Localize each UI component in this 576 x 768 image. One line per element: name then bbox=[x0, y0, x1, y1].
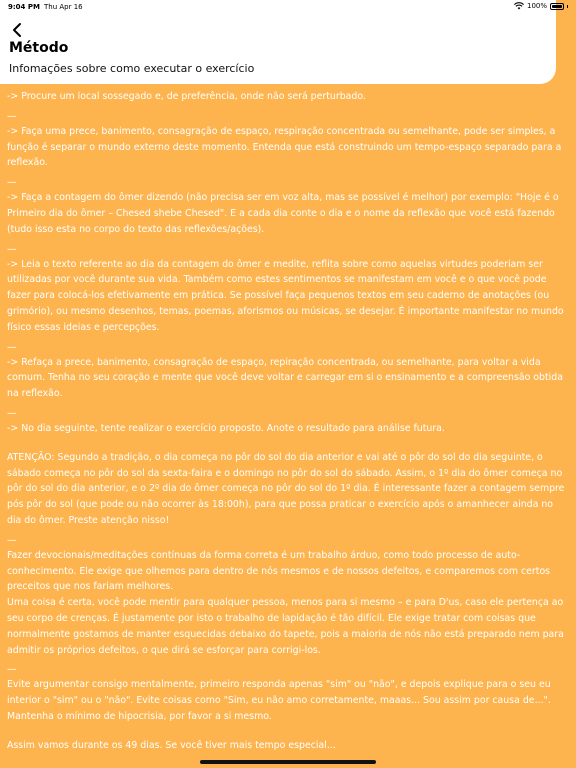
method-paragraph: Assim vamos durante os 49 dias. Se você tiver mais tempo especial... bbox=[7, 739, 336, 751]
status-bar bbox=[0, 0, 576, 14]
battery-tip bbox=[567, 5, 568, 8]
method-paragraph: Fazer devocionais/meditações contínuas da forma correta é um trabalho árduo, como todo processo de auto-conhecimento. Ele exige que olhemos para dentro de nós mesmos e de nossos defeitos, e comparemos com certos preceitos que nos fariam melhores. bbox=[7, 549, 551, 593]
method-paragraph: -> Leia o texto referente ao dia da contagem do ômer e medite, reflita sobre como aquelas virtudes poderiam ser utilizadas por você durante sua vida. Também como estes sentimentos se manifestam em você e o que você pode fazer para colocá-los efetivamente em prática. Se possível faça pequenos textos em seu caderno de anotações (ou grimório), ou mesmo desenhos, temas, poemas, aforismos ou músicas, se desejar. É importante manifestar no mundo físico essas ideias e percepções. bbox=[7, 258, 564, 333]
status-date: Thu Apr 16 bbox=[44, 3, 83, 11]
home-indicator[interactable] bbox=[200, 760, 376, 764]
method-paragraph: -> No dia seguinte, tente realizar o exercício proposto. Anote o resultado para análise futura. bbox=[7, 422, 445, 434]
method-paragraph: Evite argumentar consigo mentalmente, primeiro responda apenas "sim" ou "não", e depois explique para o seu eu interior o "sim" ou o "não". Evite coisas como "Sim, eu não amo corretamente, maaas... Sou assim por causa de...". Mantenha o mínimo de hipocrisia, por favor a si mesmo. bbox=[7, 679, 551, 722]
method-paragraph: Uma coisa é certa, você pode mentir para qualquer pessoa, menos para si mesmo – e para D'us, caso ele pertença ao seu corpo de crenças. É justamente por isto o trabalho de lapidação é tão difícil. Ele exige tratar com coisas que normalmente gostamos de manter esquecidas debaixo do tapete, pois a maioria de nós não está preparado nem para admitir os próprios defeitos, o que dirá se esforçar para corrigi-los. bbox=[7, 597, 564, 656]
paragraph-gap bbox=[7, 725, 570, 738]
method-paragraph: -> Faça uma prece, banimento, consagração de espaço, respiração concentrada ou semelhante, pode ser simples, a função é separar o mundo externo deste momento. Entenda que está construindo um tempo-espaço separado para a reflexão. bbox=[7, 125, 562, 169]
method-text-container bbox=[0, 86, 576, 754]
separator bbox=[7, 176, 570, 190]
status-right bbox=[514, 2, 568, 10]
chevron-left-icon bbox=[8, 20, 28, 40]
separator bbox=[7, 110, 570, 124]
battery-icon bbox=[550, 3, 564, 10]
separator bbox=[7, 407, 570, 421]
separator bbox=[7, 663, 570, 677]
paragraph-gap bbox=[7, 437, 570, 450]
page-title: Método bbox=[9, 40, 69, 56]
separator bbox=[7, 341, 570, 355]
method-content[interactable] bbox=[0, 86, 576, 768]
wifi-icon bbox=[514, 2, 524, 10]
method-paragraph: -> Refaça a prece, banimento, consagração de espaço, repiração concentrada, ou semelhante, para voltar a vida comum. Tenha no seu coração e mente que você deve voltar e carregar em si o ensinamento e a compreensão obtida na reflexão. bbox=[7, 356, 563, 400]
method-paragraph: -> Procure um local sossegado e, de preferência, onde não será perturbado. bbox=[7, 91, 366, 102]
attention-paragraph: ATENÇÃO: Segundo a tradição, o dia começa no pôr do sol do dia anterior e vai até o pôr do sol do dia seguinte, o sábado começa no pôr do sol da sexta-faira e o domingo no pôr do sol do sábado. Assim, o 1º dia do ômer começa no pôr do sol do dia anterior, e o 2º dia do ômer começa no pôr do sol do 1º dia. É interessante fazer a contagem sempre pós pôr do sol (que pode ou não ocorrer às 18:00h), para que possa praticar o exercício após o amanhecer ainda no dia do ômer. Preste atenção nisso! bbox=[7, 451, 565, 526]
status-time: 9:04 PM bbox=[8, 3, 40, 11]
battery-percent: 100% bbox=[526, 2, 547, 10]
separator bbox=[7, 243, 570, 257]
separator bbox=[7, 534, 570, 548]
back-button[interactable] bbox=[8, 20, 28, 40]
method-paragraph: -> Faça a contagem do ômer dizendo (não precisa ser em voz alta, mas se possível é melhor) por exemplo: "Hoje é o Primeiro dia do ômer – Chesed shebe Chesed". E a cada dia conte o dia e o nome da reflexão que você está fazendo (tudo isso esta no corpo do texto das reflexões/ações). bbox=[7, 192, 559, 235]
page-subtitle: Infomações sobre como executar o exercício bbox=[9, 62, 255, 75]
